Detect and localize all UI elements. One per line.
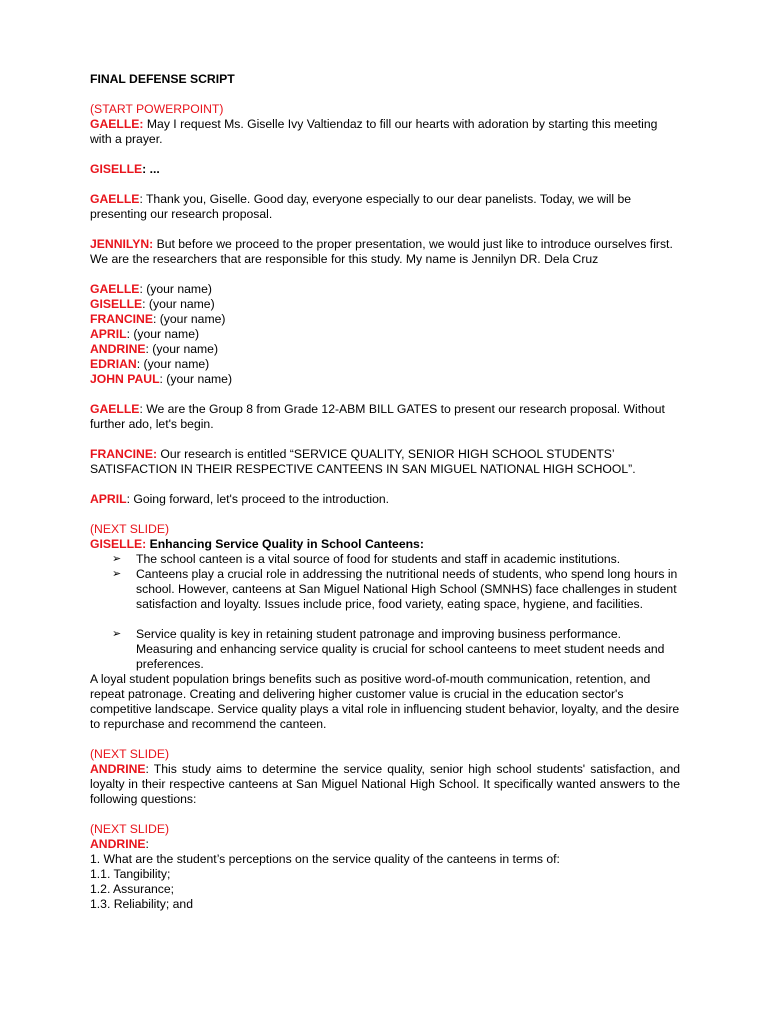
speaker-label: FRANCINE:	[90, 447, 158, 461]
slide-section-objectives	[90, 747, 680, 807]
stage-cue: (NEXT SLIDE)	[90, 822, 170, 836]
speaker-label: GAELLE:	[90, 117, 144, 131]
speaker-colon: :	[145, 837, 149, 851]
dialogue-text: : Thank you, Giselle. Good day, everyone especially to our dear panelists. Today, we will be presenting our research proposal.	[90, 192, 632, 221]
dialogue-paragraph	[90, 192, 680, 222]
dialogue-text: But before we proceed to the proper presentation, we would just like to introduce ourselves first. We are the researchers that are responsible for this study. My name is Jennilyn DR. Dela Cruz	[90, 237, 673, 266]
speaker-label: FRANCINE	[90, 312, 153, 326]
opening-block	[90, 102, 680, 147]
list-item: ➢ Canteens play a crucial role in addressing the nutritional needs of students, who spend long hours in school. However, canteens at San Miguel National High School (SMNHS) face challenges in student satisfaction and loyalty. Issues include price, food variety, eating space, hygiene, and facilities.	[112, 567, 678, 611]
dialogue-text: : ...	[142, 162, 160, 176]
speaker-label: JOHN PAUL	[90, 372, 160, 386]
stage-cue: (NEXT SLIDE)	[90, 747, 170, 761]
list-item	[90, 297, 680, 312]
speaker-label: GISELLE	[90, 297, 143, 311]
speaker-label: GISELLE	[90, 162, 143, 176]
speaker-label: GAELLE	[90, 282, 140, 296]
dialogue-paragraph	[90, 402, 680, 432]
slide-section-questions	[90, 822, 680, 912]
section-heading: Enhancing Service Quality in School Canteens:	[146, 537, 424, 551]
speaker-label: APRIL	[90, 327, 127, 341]
speaker-label: JENNILYN:	[90, 237, 154, 251]
closing-paragraph: A loyal student population brings benefits such as positive word-of-mouth communication, retention, and repeat patronage. Creating and delivering higher customer value is crucial in the education sector's competitive landscape. Service quality plays a vital role in influencing student behavior, loyalty, and the desire to repurchase and recommend the canteen.	[90, 672, 680, 731]
dialogue-paragraph	[90, 492, 680, 507]
list-item: ➢ The school canteen is a vital source of food for students and staff in academic institutions.	[112, 552, 621, 566]
speaker-label: ANDRINE	[90, 762, 146, 776]
arrow-bullet-icon: ➢	[112, 628, 122, 640]
justified-paragraph	[90, 762, 680, 807]
list-item	[90, 372, 680, 387]
name-placeholder: : (your name)	[139, 282, 212, 296]
stage-cue: (NEXT SLIDE)	[90, 522, 170, 536]
script-content	[90, 72, 680, 927]
stage-cue: (START POWERPOINT)	[90, 102, 224, 116]
list-item: ➢ Service quality is key in retaining student patronage and improving business performance. Measuring and enhancing service quality is crucial for school canteens to meet student needs and preferences.	[112, 627, 665, 671]
question-subitem: 1.3. Reliability; and	[90, 897, 193, 911]
speaker-label: GISELLE:	[90, 537, 147, 551]
speaker-label: APRIL	[90, 492, 127, 506]
page-title: FINAL DEFENSE SCRIPT	[90, 72, 235, 86]
speaker-label: ANDRINE	[90, 837, 146, 851]
dialogue-paragraph	[90, 237, 680, 267]
name-placeholder: : (your name)	[145, 342, 219, 356]
slide-section-introduction	[90, 522, 680, 732]
dialogue-paragraph	[90, 162, 680, 177]
name-placeholder: : (your name)	[136, 357, 210, 371]
dialogue-text: Our research is entitled “SERVICE QUALITY, SENIOR HIGH SCHOOL STUDENTS’ SATISFACTION IN THEIR RESPECTIVE CANTEENS IN SAN MIGUEL NATIONAL HIGH SCHOOL”.	[90, 447, 636, 476]
dialogue-text: : We are the Group 8 from Grade 12-ABM BILL GATES to present our research proposal. Without further ado, let's begin.	[90, 402, 665, 431]
arrow-bullet-icon: ➢	[112, 553, 122, 565]
name-list	[90, 282, 680, 387]
name-placeholder: : (your name)	[126, 327, 200, 341]
name-placeholder: : (your name)	[152, 312, 226, 326]
arrow-bullet-icon: ➢	[112, 568, 122, 580]
dialogue-text: May I request Ms. Giselle Ivy Valtiendaz to fill our hearts with adoration by starting this meeting with a prayer.	[90, 117, 658, 146]
speaker-label: GAELLE	[90, 192, 140, 206]
list-item	[90, 342, 680, 357]
dialogue-text: : This study aims to determine the service quality, senior high school students' satisfaction, and loyalty in their respective canteens at San Miguel National High School. It specifically wanted answers to the following questions:	[90, 762, 680, 806]
name-placeholder: : (your name)	[142, 297, 215, 311]
dialogue-paragraph	[90, 447, 680, 477]
list-item	[90, 357, 680, 372]
speaker-label: EDRIAN	[90, 357, 137, 371]
speaker-label: GAELLE	[90, 402, 140, 416]
speaker-label: ANDRINE	[90, 342, 146, 356]
dialogue-text: : Going forward, let's proceed to the introduction.	[126, 492, 390, 506]
question-subitem: 1.1. Tangibility;	[90, 867, 171, 881]
list-item	[90, 327, 680, 342]
name-placeholder: : (your name)	[159, 372, 233, 386]
question-item: 1. What are the student’s perceptions on the service quality of the canteens in terms of:	[90, 852, 560, 866]
list-item	[90, 282, 680, 297]
list-item	[90, 312, 680, 327]
question-subitem: 1.2. Assurance;	[90, 882, 175, 896]
bullet-spacer	[90, 612, 680, 627]
bullet-list	[90, 552, 680, 672]
